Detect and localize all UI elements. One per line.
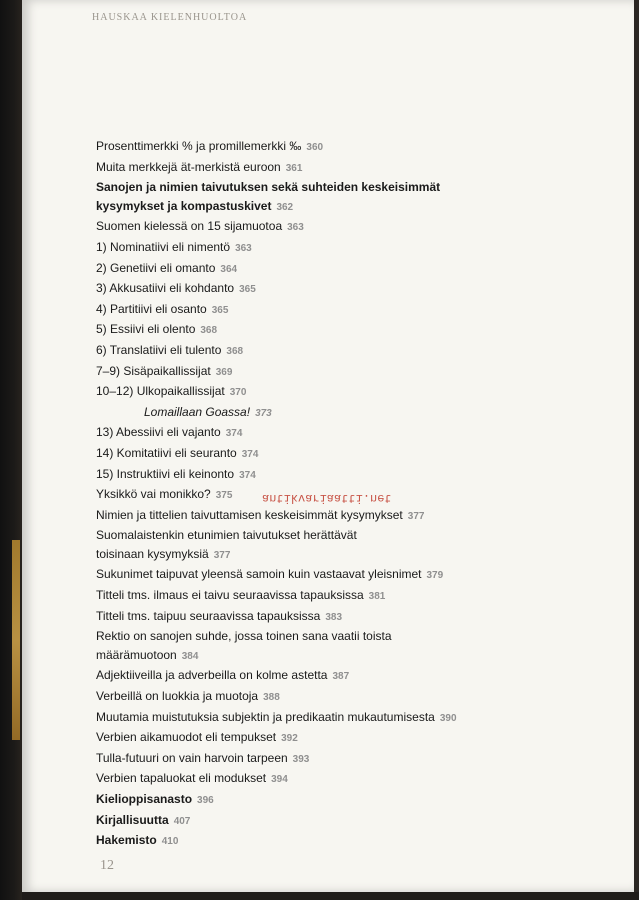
toc-entry-title: 13) Abessiivi eli vajanto [96, 425, 221, 440]
toc-entry [96, 506, 596, 527]
toc-entry-title: Verbeillä on luokkia ja muotoja [96, 689, 259, 704]
scan-bottom-edge [22, 892, 639, 900]
toc-entry [96, 831, 596, 852]
book-page [22, 0, 634, 892]
toc-entry [96, 586, 596, 607]
toc-entry-page: 364 [220, 263, 238, 275]
page-number: 12 [100, 858, 114, 873]
toc-entry-page: 374 [225, 428, 243, 440]
toc-entry-title: kysymykset ja kompastuskivet [96, 198, 272, 213]
toc-entry [96, 320, 596, 341]
toc-entry [96, 158, 596, 179]
toc-entry-page: 360 [306, 142, 324, 153]
toc-entry [96, 607, 596, 628]
toc-entry-title: Sukunimet taipuvat yleensä samoin kuin vastaavat yleisnimet [96, 567, 422, 582]
toc-entry-title: 2) Genetiivi eli omanto [96, 260, 216, 275]
toc-entry-title: Lomaillaan Goassa! [144, 404, 251, 419]
page-edge-tab [12, 540, 20, 740]
toc-entry [96, 708, 596, 729]
toc-entry-page: 410 [161, 836, 179, 848]
toc-entry-page: 392 [281, 733, 298, 745]
toc-entry-page: 394 [271, 774, 288, 786]
toc-entry-page: 368 [226, 345, 244, 357]
toc-entry-title: Suomalaistenkin etunimien taivutukset herättävät [96, 528, 357, 543]
toc-entry-title: Kielioppisanasto [96, 792, 193, 806]
toc-entry [96, 137, 596, 158]
toc-entry [96, 362, 596, 383]
toc-entry [96, 749, 596, 770]
toc-entry-page: 387 [332, 671, 350, 683]
toc-entry-page: 373 [255, 407, 272, 419]
toc-entry [96, 259, 596, 280]
toc-entry [96, 545, 596, 566]
toc-entry-title: 6) Translatiivi eli tulento [96, 342, 222, 357]
toc-entry-page: 407 [173, 815, 191, 827]
toc-entry-title: Sanojen ja nimien taivutuksen sekä suhteiden keskeisimmät [96, 180, 441, 195]
toc-entry-page: 374 [241, 448, 259, 460]
toc-entry-page: 361 [285, 162, 303, 174]
toc-entry-title: Adjektiiveilla ja adverbeilla on kolme astetta [96, 668, 328, 683]
toc-entry-page: 381 [368, 591, 386, 603]
toc-entry-title: Suomen kielessä on 15 sijamuotoa [96, 219, 283, 234]
toc-entry-title: 1) Nominatiivi eli nimentö [96, 239, 231, 254]
toc-entry [96, 728, 596, 749]
toc-entry-title: Hakemisto [96, 833, 157, 848]
toc-entry [96, 790, 596, 811]
toc-entry-page: 368 [200, 325, 218, 337]
toc-entry [96, 646, 596, 667]
toc-entry-title: Verbien aikamuodot eli tempukset [96, 730, 277, 745]
toc-entry-page: 365 [211, 304, 229, 316]
toc-entry-page: 388 [263, 692, 280, 704]
toc-entry-title: Titteli tms. ilmaus ei taivu seuraavissa tapauksissa [96, 588, 364, 603]
toc-entry [96, 341, 596, 362]
toc-entry [96, 627, 596, 646]
toc-entry [96, 465, 596, 486]
toc-entry-title: 15) Instruktiivi eli keinonto [96, 466, 235, 481]
toc-entry [96, 217, 596, 238]
toc-entry [96, 526, 596, 545]
toc-entry-page: 379 [426, 570, 444, 582]
toc-entry-title: Kirjallisuutta [96, 812, 169, 827]
toc-entry-page: 377 [407, 510, 425, 522]
toc-entry-page: 370 [229, 387, 247, 399]
toc-entry-title: 10–12) Ulkopaikallissijat [96, 384, 225, 399]
toc-entry-page: 363 [287, 222, 304, 234]
toc-entry [96, 423, 596, 444]
toc-entry-page: 365 [239, 284, 256, 296]
toc-entry-title: Muutamia muistutuksia subjektin ja predikaatin mukautumisesta [96, 709, 435, 724]
toc-entry-title: toisinaan kysymyksiä [96, 546, 209, 561]
toc-entry [96, 769, 596, 790]
toc-entry-title: 7–9) Sisäpaikallissijat [96, 363, 211, 378]
toc-entry-page: 374 [239, 469, 256, 481]
toc-entry-title: Muita merkkejä ät-merkistä euroon [96, 159, 281, 174]
toc-entry-title: 5) Essiivi eli olento [96, 322, 196, 337]
toc-entry-page: 393 [292, 753, 310, 765]
toc-entry-title: 3) Akkusatiivi eli kohdanto [96, 281, 235, 296]
toc-entry-page: 383 [325, 611, 343, 623]
toc-entry-title: 4) Partitiivi eli osanto [96, 301, 207, 316]
toc-entry-title: Tulla-futuuri on vain harvoin tarpeen [96, 750, 288, 765]
toc-entry [96, 238, 596, 259]
toc-entry-page: 390 [439, 712, 457, 724]
toc-entry-page: 377 [213, 549, 231, 561]
toc-entry [96, 300, 596, 321]
toc-entry-page: 384 [181, 650, 199, 662]
toc-entry-title: 14) Komitatiivi eli seuranto [96, 445, 237, 460]
toc-entry-page: 396 [197, 795, 214, 806]
toc-entry [96, 666, 596, 687]
running-header: HAUSKAA KIELENHUOLTOA [92, 12, 248, 23]
toc-entry-title: Yksikkö vai monikko? [96, 487, 211, 502]
toc-entry [96, 403, 596, 424]
toc-entry-page: 375 [215, 490, 233, 502]
toc-entry-title: Nimien ja tittelien taivuttamisen keskeisimmät kysymykset [96, 507, 403, 522]
toc-entry [96, 444, 596, 465]
toc-entry [96, 178, 596, 197]
toc-entry [96, 197, 596, 218]
toc-entry-title: Verbien tapaluokat eli modukset [96, 771, 267, 786]
toc-entry [96, 565, 596, 586]
toc-entry-page: 369 [215, 366, 233, 378]
book-binding [0, 0, 24, 900]
toc-entry-page: 362 [276, 201, 294, 213]
toc-entry-title: määrämuotoon [96, 647, 177, 662]
toc-entry [96, 382, 596, 403]
watermark-text: antikvariaatti.net [262, 491, 392, 505]
toc-entry-title: Rektio on sanojen suhde, jossa toinen sana vaatii toista [96, 629, 392, 644]
toc-entry-page: 363 [235, 242, 252, 254]
toc-entry [96, 279, 596, 300]
toc-entry [96, 811, 596, 832]
toc-entry-title: Prosenttimerkki % ja promillemerkki ‰ [96, 139, 302, 153]
toc-entry-title: Titteli tms. taipuu seuraavissa tapauksissa [96, 608, 321, 623]
toc-entry [96, 687, 596, 708]
